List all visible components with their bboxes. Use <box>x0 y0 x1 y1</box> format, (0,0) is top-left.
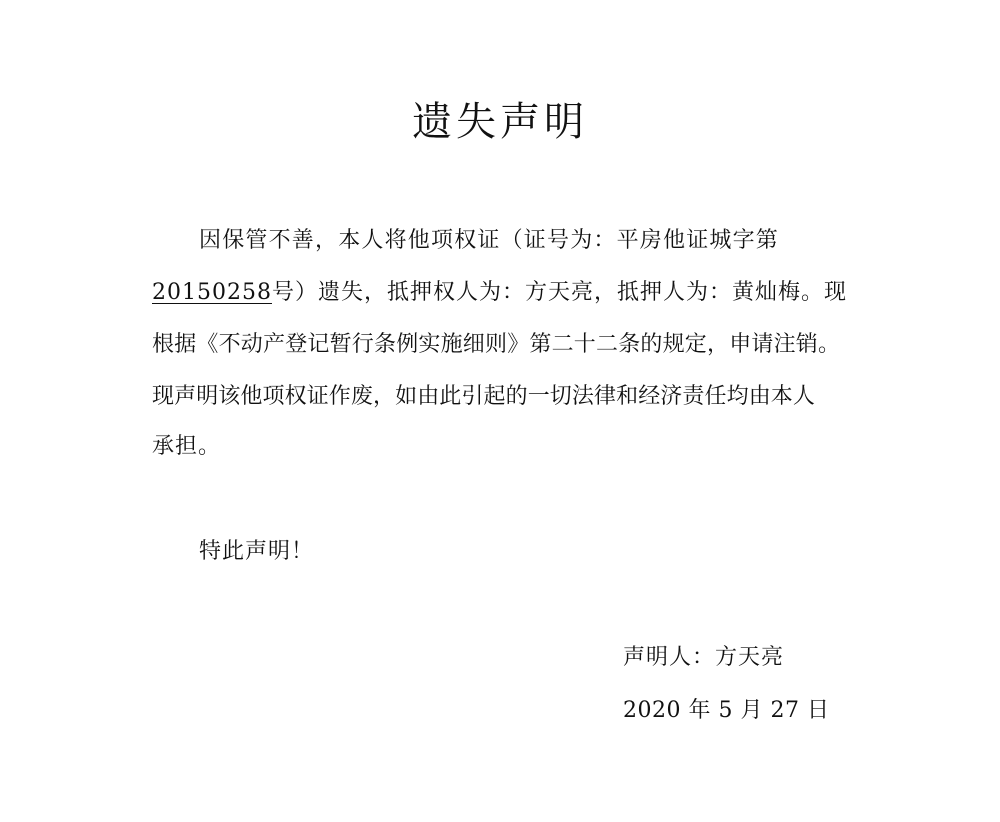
date-line: 2020 年 5 月 27 日 <box>623 698 830 723</box>
body-line-5: 承担。 <box>152 434 222 459</box>
certificate-number: 20150258 <box>152 280 272 305</box>
body-line-2 <box>152 276 847 310</box>
body-line-3: 根据《不动产登记暂行条例实施细则》第二十二条的规定，申请注销。 <box>152 332 841 357</box>
page-title: 遗失声明 <box>412 99 588 145</box>
body-line-4: 现声明该他项权证作废，如由此引起的一切法律和经济责任均由本人 <box>152 384 816 409</box>
body-line-1: 因保管不善，本人将他项权证（证号为：平房他证城字第 <box>199 228 780 253</box>
body-line-2-rest: 号）遗失，抵押权人为：方天亮，抵押人为：黄灿梅。现 <box>271 280 847 305</box>
signer-line: 声明人：方天亮 <box>623 645 785 670</box>
closing-statement: 特此声明！ <box>199 539 315 564</box>
